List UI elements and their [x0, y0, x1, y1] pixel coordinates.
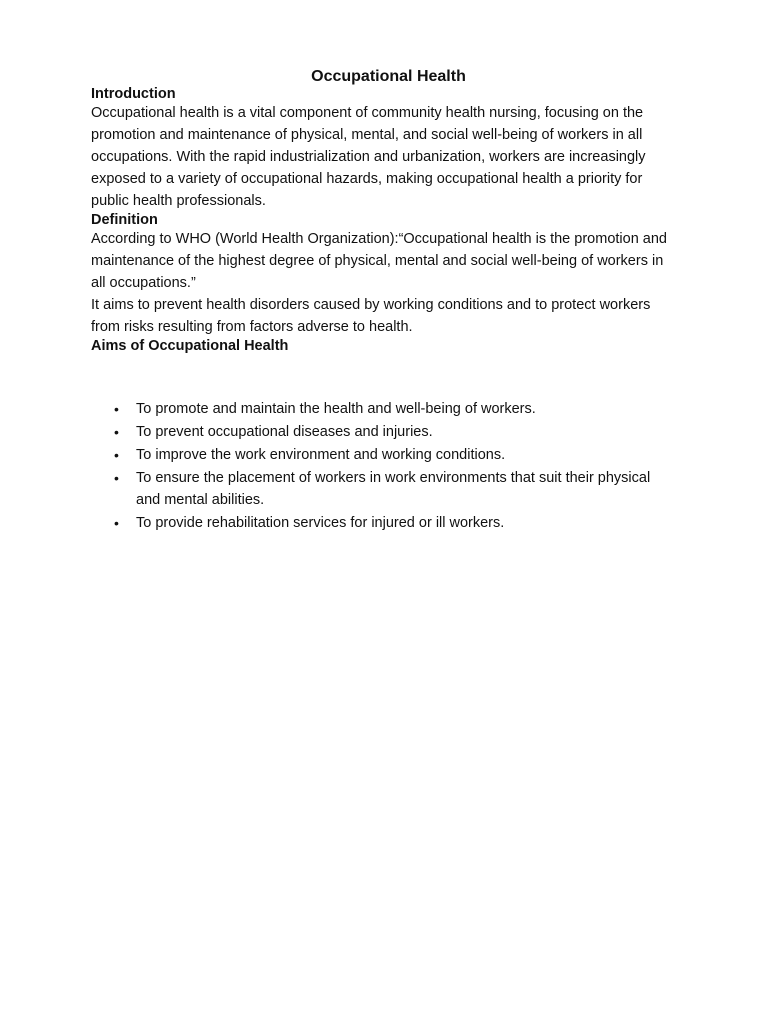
definition-aim-paragraph: It aims to prevent health disorders caused by working conditions and to protect workers from risks resulting from factors adverse to health.	[91, 297, 651, 335]
bullet-icon: •	[114, 515, 119, 531]
list-item	[114, 512, 676, 534]
list-item-text: To promote and maintain the health and well-being of workers.	[136, 401, 536, 417]
bullet-icon: •	[114, 424, 119, 440]
introduction-paragraph: Occupational health is a vital component of community health nursing, focusing on the promotion and maintenance of physical, mental, and social well-being of workers in all occupations. With the rapid industrialization and urbanization, workers are increasingly exposed to a variety of occupational hazards, making occupational health a priority for public health professionals.	[91, 105, 646, 209]
introduction-heading: Introduction	[91, 86, 176, 102]
bullet-icon: •	[114, 470, 119, 486]
list-item	[114, 398, 676, 420]
bullet-icon: •	[114, 401, 119, 417]
aims-heading: Aims of Occupational Health	[91, 338, 289, 354]
document-title: Occupational Health	[311, 68, 466, 85]
aims-list	[91, 398, 676, 534]
list-item	[114, 444, 676, 466]
bullet-icon: •	[114, 447, 119, 463]
list-item-text: To provide rehabilitation services for injured or ill workers.	[136, 515, 505, 531]
list-item	[114, 421, 676, 443]
list-item	[114, 467, 676, 511]
definition-heading: Definition	[91, 212, 158, 228]
list-item-text: To prevent occupational diseases and injuries.	[136, 424, 433, 440]
list-item-text: To improve the work environment and working conditions.	[136, 447, 506, 463]
definition-paragraph: According to WHO (World Health Organization):“Occupational health is the promotion and maintenance of the highest degree of physical, mental and social well-being of workers in all occupations.”	[91, 231, 667, 291]
list-item-text: To ensure the placement of workers in work environments that suit their physical and mental abilities.	[136, 470, 651, 508]
